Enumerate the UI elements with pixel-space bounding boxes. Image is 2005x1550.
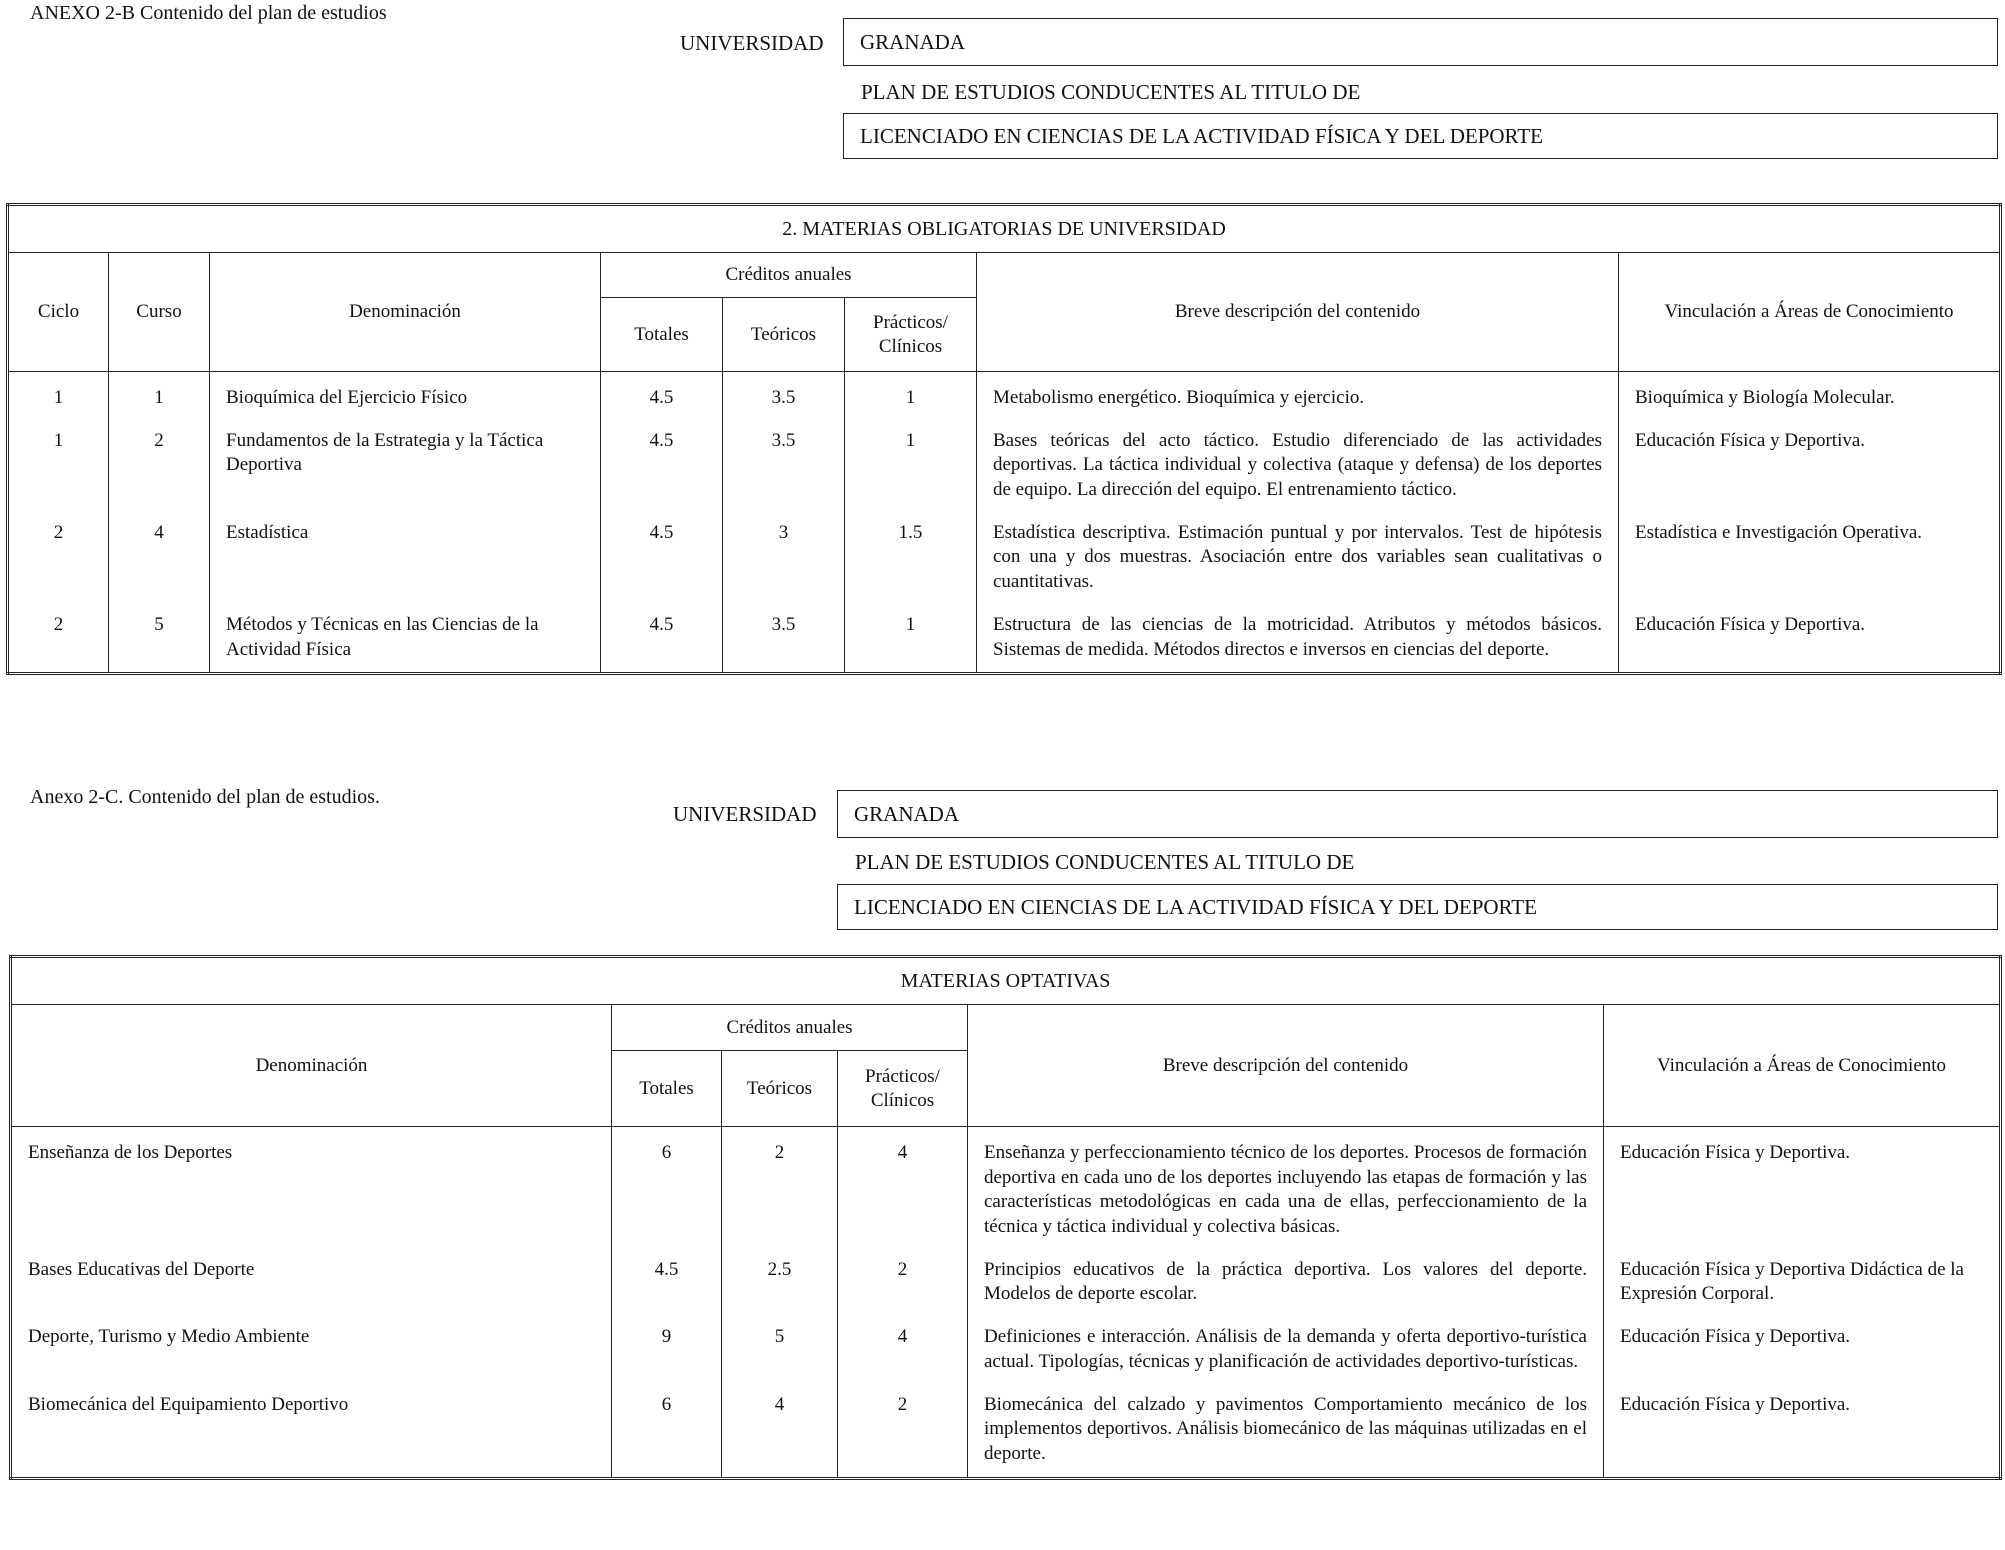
degree-value: LICENCIADO EN CIENCIAS DE LA ACTIVIDAD FÍSICA Y DEL DEPORTE <box>854 894 1537 919</box>
cell-vinculacion: Estadística e Investigación Operativa. <box>1619 513 2001 605</box>
degree-field <box>837 884 1998 930</box>
cell-denominacion: Fundamentos de la Estrategia y la Táctica Deportiva <box>210 421 601 513</box>
table-row <box>8 605 2001 674</box>
obligatorias-table <box>6 203 2002 675</box>
university-label: UNIVERSIDAD <box>673 802 817 826</box>
cell-ciclo: 1 <box>8 372 109 421</box>
cell-practicos: 1 <box>845 421 977 513</box>
header-denominacion: Denominación <box>210 253 601 372</box>
table-row <box>8 372 2001 421</box>
cell-totales: 4.5 <box>601 605 723 674</box>
cell-denominacion: Biomecánica del Equipamiento Deportivo <box>11 1385 612 1479</box>
cell-teoricos: 4 <box>722 1385 838 1479</box>
table-row <box>11 1250 2001 1317</box>
cell-descripcion: Metabolismo energético. Bioquímica y ejercicio. <box>977 372 1619 421</box>
cell-vinculacion: Educación Física y Deportiva. <box>1619 605 2001 674</box>
header-curso: Curso <box>109 253 210 372</box>
university-value: GRANADA <box>860 29 965 54</box>
cell-totales: 9 <box>612 1317 722 1384</box>
university-label: UNIVERSIDAD <box>680 31 824 55</box>
cell-practicos: 4 <box>838 1127 968 1250</box>
header-vinculacion: Vinculación a Áreas de Conocimiento <box>1619 253 2001 372</box>
cell-vinculacion: Educación Física y Deportiva Didáctica de la Expresión Corporal. <box>1604 1250 2001 1317</box>
cell-vinculacion: Bioquímica y Biología Molecular. <box>1619 372 2001 421</box>
cell-ciclo: 2 <box>8 605 109 674</box>
cell-totales: 4.5 <box>601 421 723 513</box>
cell-denominacion: Bases Educativas del Deporte <box>11 1250 612 1317</box>
header-practicos: Prácticos/ Clínicos <box>838 1051 968 1127</box>
cell-totales: 4.5 <box>601 513 723 605</box>
cell-practicos: 1 <box>845 605 977 674</box>
annex-2c-title: Anexo 2-C. Contenido del plan de estudios. <box>30 786 380 808</box>
cell-curso: 1 <box>109 372 210 421</box>
cell-descripcion: Estructura de las ciencias de la motricidad. Atributos y métodos básicos. Sistemas de medida. Métodos directos e inversos en ciencias del deporte. <box>977 605 1619 674</box>
cell-totales: 4.5 <box>601 372 723 421</box>
cell-practicos: 1 <box>845 372 977 421</box>
university-field <box>843 18 1998 66</box>
header-teoricos: Teóricos <box>723 298 845 372</box>
cell-descripcion: Principios educativos de la práctica deportiva. Los valores del deporte. Modelos de deporte escolar. <box>968 1250 1604 1317</box>
cell-totales: 4.5 <box>612 1250 722 1317</box>
cell-denominacion: Bioquímica del Ejercicio Físico <box>210 372 601 421</box>
header-totales: Totales <box>601 298 723 372</box>
cell-practicos: 2 <box>838 1385 968 1479</box>
cell-denominacion: Métodos y Técnicas en las Ciencias de la Actividad Física <box>210 605 601 674</box>
header-practicos: Prácticos/ Clínicos <box>845 298 977 372</box>
cell-vinculacion: Educación Física y Deportiva. <box>1619 421 2001 513</box>
cell-practicos: 1.5 <box>845 513 977 605</box>
header-vinculacion: Vinculación a Áreas de Conocimiento <box>1604 1005 2001 1127</box>
cell-teoricos: 3.5 <box>723 372 845 421</box>
cell-teoricos: 5 <box>722 1317 838 1384</box>
annex-2b-title: ANEXO 2-B Contenido del plan de estudios <box>30 2 387 24</box>
plan-label: PLAN DE ESTUDIOS CONDUCENTES AL TITULO DE <box>855 850 1355 874</box>
cell-totales: 6 <box>612 1385 722 1479</box>
cell-teoricos: 3.5 <box>723 605 845 674</box>
table-row <box>8 421 2001 513</box>
cell-ciclo: 1 <box>8 421 109 513</box>
header-descripcion: Breve descripción del contenido <box>968 1005 1604 1127</box>
cell-denominacion: Estadística <box>210 513 601 605</box>
table-row <box>8 513 2001 605</box>
cell-teoricos: 3 <box>723 513 845 605</box>
cell-descripcion: Definiciones e interacción. Análisis de la demanda y oferta deportivo-turística actual. Tipologías, técnicas y planificación de actividades deportivo-turísticas. <box>968 1317 1604 1384</box>
cell-vinculacion: Educación Física y Deportiva. <box>1604 1317 2001 1384</box>
table-row <box>11 1127 2001 1250</box>
cell-denominacion: Enseñanza de los Deportes <box>11 1127 612 1250</box>
cell-teoricos: 2 <box>722 1127 838 1250</box>
optativas-table <box>9 955 2002 1480</box>
header-descripcion: Breve descripción del contenido <box>977 253 1619 372</box>
degree-value: LICENCIADO EN CIENCIAS DE LA ACTIVIDAD FÍSICA Y DEL DEPORTE <box>860 123 1543 148</box>
cell-curso: 4 <box>109 513 210 605</box>
cell-descripcion: Biomecánica del calzado y pavimentos Comportamiento mecánico de los implementos deportivos. Análisis biomecánico de las máquinas utilizadas en el deporte. <box>968 1385 1604 1479</box>
header-creditos: Créditos anuales <box>601 253 977 298</box>
cell-teoricos: 3.5 <box>723 421 845 513</box>
table-row <box>11 1317 2001 1384</box>
cell-practicos: 2 <box>838 1250 968 1317</box>
plan-label: PLAN DE ESTUDIOS CONDUCENTES AL TITULO DE <box>861 80 1361 104</box>
header-totales: Totales <box>612 1051 722 1127</box>
degree-field <box>843 113 1998 159</box>
cell-practicos: 4 <box>838 1317 968 1384</box>
header-teoricos: Teóricos <box>722 1051 838 1127</box>
cell-totales: 6 <box>612 1127 722 1250</box>
cell-curso: 5 <box>109 605 210 674</box>
cell-descripcion: Bases teóricas del acto táctico. Estudio diferenciado de las actividades deportivas. La táctica individual y colectiva (ataque y defensa) de los deportes de equipo. La dirección del equipo. El entrenamiento táctico. <box>977 421 1619 513</box>
cell-ciclo: 2 <box>8 513 109 605</box>
cell-vinculacion: Educación Física y Deportiva. <box>1604 1385 2001 1479</box>
cell-descripcion: Estadística descriptiva. Estimación puntual y por intervalos. Test de hipótesis con una y dos muestras. Asociación entre dos variables sean cualitativas o cuantitativas. <box>977 513 1619 605</box>
cell-vinculacion: Educación Física y Deportiva. <box>1604 1127 2001 1250</box>
university-field <box>837 790 1998 838</box>
cell-curso: 2 <box>109 421 210 513</box>
header-ciclo: Ciclo <box>8 253 109 372</box>
table-title: 2. MATERIAS OBLIGATORIAS DE UNIVERSIDAD <box>8 205 2001 253</box>
cell-descripcion: Enseñanza y perfeccionamiento técnico de los deportes. Procesos de formación deportiva en cada uno de los deportes incluyendo las etapas de formación y las características metodológicas en cada una de ellas, perfeccionamiento de la técnica y táctica individual y colectiva básicas. <box>968 1127 1604 1250</box>
table-title: MATERIAS OPTATIVAS <box>11 957 2001 1005</box>
cell-denominacion: Deporte, Turismo y Medio Ambiente <box>11 1317 612 1384</box>
cell-teoricos: 2.5 <box>722 1250 838 1317</box>
header-creditos: Créditos anuales <box>612 1005 968 1051</box>
table-row <box>11 1385 2001 1479</box>
header-denominacion: Denominación <box>11 1005 612 1127</box>
university-value: GRANADA <box>854 801 959 826</box>
